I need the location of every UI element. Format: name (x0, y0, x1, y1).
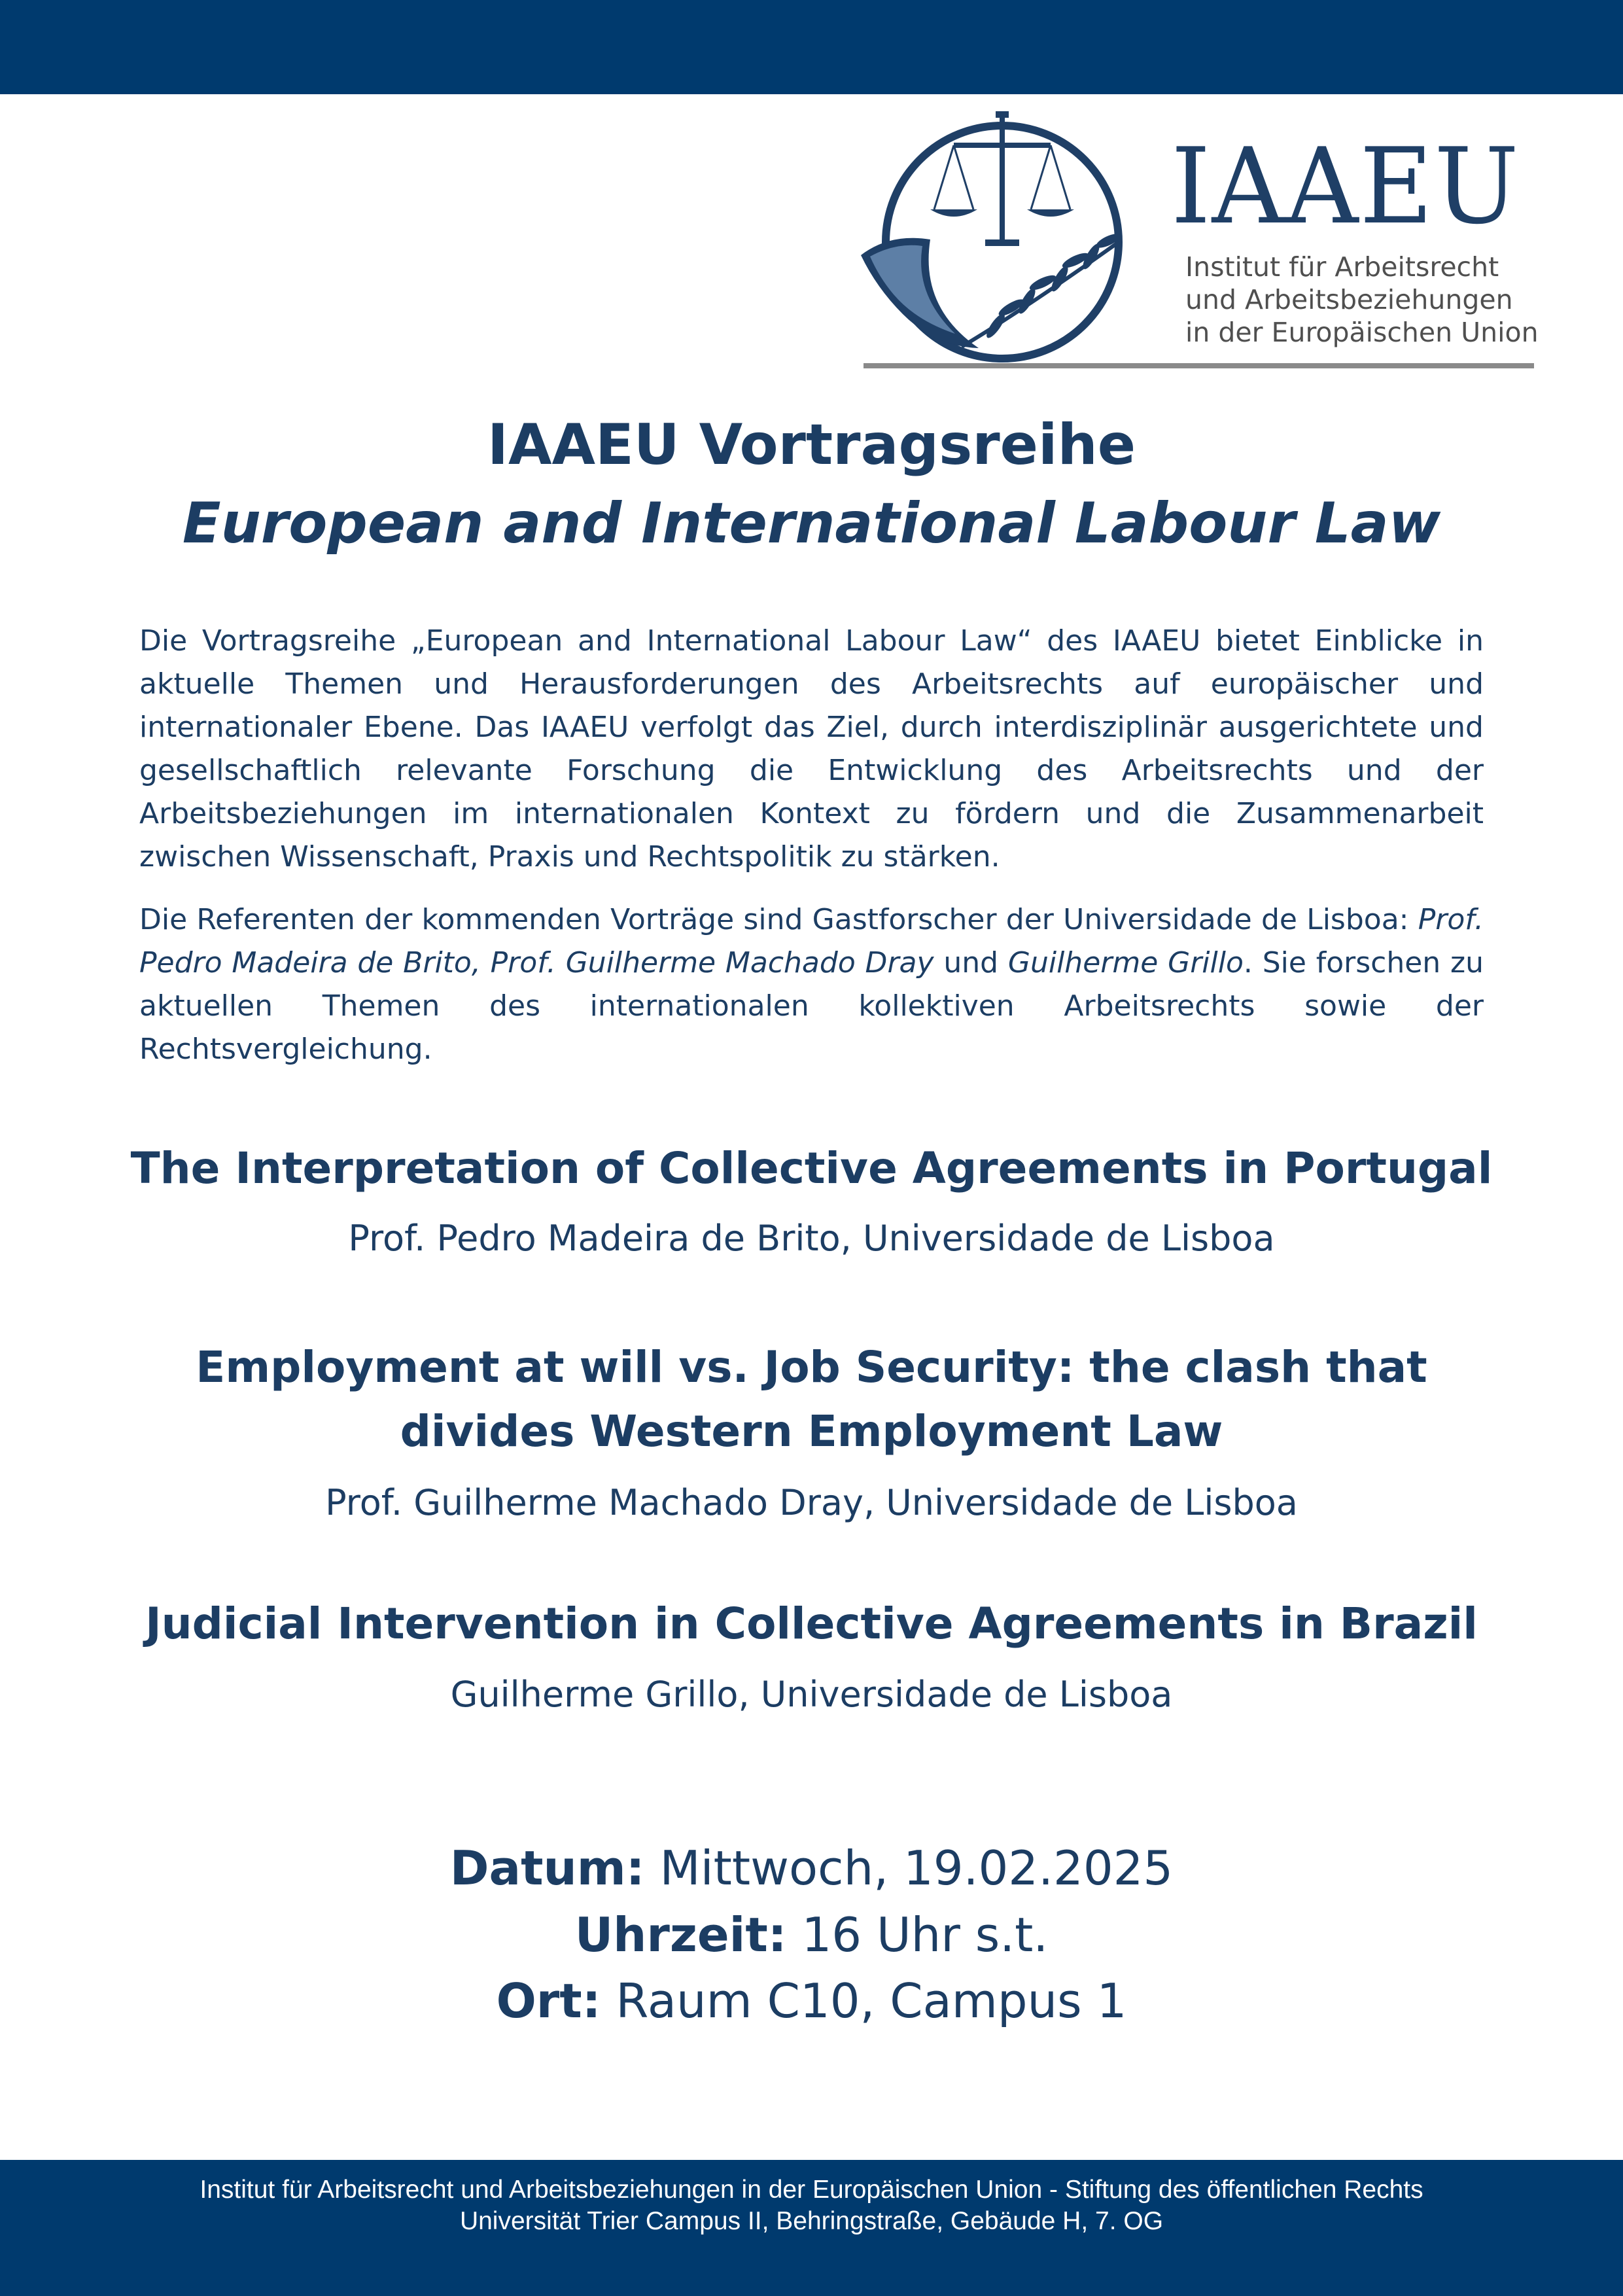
time-value: 16 Uhr s.t. (786, 1907, 1049, 1962)
page-title: IAAEU Vortragsreihe (487, 412, 1136, 478)
paragraph-text: . Sie forschen zu aktuellen Themen des internationalen kollektiven Arbeitsrechts sowie der Rechtsvergleichung. (139, 946, 1484, 1066)
place-label: Ort: (496, 1973, 601, 2028)
page-subtitle: European and International Labour Law (182, 491, 1441, 556)
logo-divider (864, 363, 1534, 368)
paragraph-text: und (934, 946, 1008, 980)
date-label: Datum: (449, 1841, 645, 1896)
footer-line: Universität Trier Campus II, Behringstraße, Gebäude H, 7. OG (459, 2207, 1164, 2235)
talk-title: Judicial Intervention in Collective Agreements in Brazil (145, 1598, 1478, 1649)
scales-of-justice-icon (857, 111, 1145, 373)
talk-speaker: Prof. Pedro Madeira de Brito, Universidade de Lisboa (348, 1218, 1275, 1259)
date-value: Mittwoch, 19.02.2025 (644, 1841, 1174, 1896)
talk-title: The Interpretation of Collective Agreements in Portugal (130, 1143, 1493, 1193)
place-value: Raum C10, Campus 1 (601, 1973, 1127, 2028)
logo-subtitle-line: in der Europäischen Union (1185, 317, 1539, 348)
speakers-paragraph (139, 898, 1484, 1071)
speaker-name: Guilherme Grillo (1007, 946, 1244, 980)
logo-acronym: IAAEU (1171, 125, 1520, 247)
logo-subtitle-line: und Arbeitsbeziehungen (1185, 284, 1513, 315)
event-time (0, 1902, 1623, 1968)
header-band (0, 0, 1623, 94)
logo-subtitle-line: Institut für Arbeitsrecht (1185, 251, 1499, 283)
paragraph-text: Die Referenten der kommenden Vorträge sind Gastforscher der Universidade de Lisboa: (139, 903, 1418, 936)
talk-title: Employment at will vs. Job Security: the clash that (196, 1342, 1427, 1392)
talk-title: divides Western Employment Law (400, 1406, 1223, 1457)
talk-speaker: Guilherme Grillo, Universidade de Lisboa (450, 1674, 1173, 1715)
talk-speaker: Prof. Guilherme Machado Dray, Universidade de Lisboa (325, 1482, 1298, 1523)
footer-line: Institut für Arbeitsrecht und Arbeitsbeziehungen in der Europäischen Union - Stiftung des öffentlichen Rechts (200, 2176, 1423, 2204)
event-place (0, 1968, 1623, 2034)
footer-band (0, 2160, 1623, 2296)
event-date (0, 1835, 1623, 1901)
speaker-names: Prof. Pedro Madeira de Brito, Prof. Guilherme Machado Dray (139, 903, 1484, 980)
time-label: Uhrzeit: (574, 1907, 787, 1962)
intro-paragraph: Die Vortragsreihe „European and International Labour Law“ des IAAEU bietet Einblicke in aktuelle Themen und Herausforderungen des Arbeitsrechts auf europäischer und internationaler Ebene. Das IAAEU verfolgt das Ziel, durch interdisziplinär ausgerichtete und gesellschaftlich relevante Forschung die Entwicklung des Arbeitsrechts und der Arbeitsbeziehungen im internationalen Kontext zu fördern und die Zusammenarbeit zwischen Wissenschaft, Praxis und Rechtspolitik zu stärken. (139, 624, 1484, 874)
